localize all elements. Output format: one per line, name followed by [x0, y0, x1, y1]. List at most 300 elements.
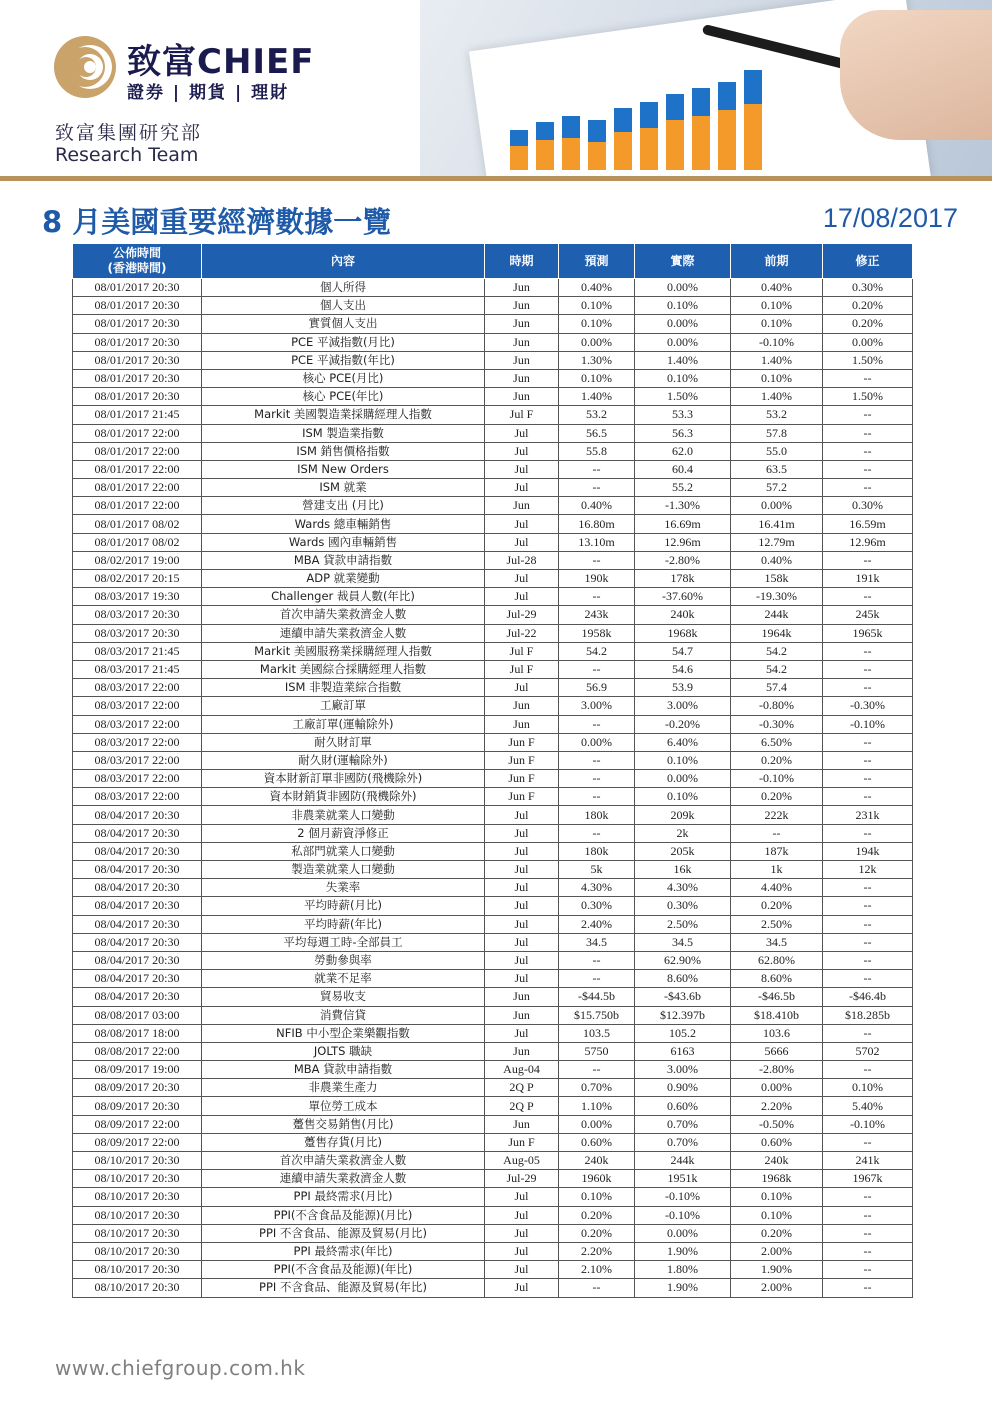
cell-forecast: 240k [559, 1152, 635, 1170]
cell-forecast: 54.2 [559, 642, 635, 660]
cell-period: Jun [485, 497, 559, 515]
cell-actual: -37.60% [635, 588, 731, 606]
cell-forecast: -- [559, 715, 635, 733]
cell-release-time: 08/04/2017 20:30 [73, 970, 202, 988]
table-row [73, 333, 913, 351]
cell-content: JOLTS 職缺 [202, 1042, 485, 1060]
cell-actual: 105.2 [635, 1024, 731, 1042]
cell-forecast: 103.5 [559, 1024, 635, 1042]
cell-release-time: 08/03/2017 22:00 [73, 788, 202, 806]
cell-release-time: 08/03/2017 22:00 [73, 751, 202, 769]
cell-previous: 1.40% [731, 351, 823, 369]
cell-release-time: 08/01/2017 22:00 [73, 460, 202, 478]
cell-release-time: 08/09/2017 19:00 [73, 1061, 202, 1079]
cell-forecast: 0.20% [559, 1224, 635, 1242]
cell-previous: 53.2 [731, 406, 823, 424]
cell-previous: 1.90% [731, 1261, 823, 1279]
cell-content: 貿易收支 [202, 988, 485, 1006]
cell-previous: -0.30% [731, 715, 823, 733]
cell-period: Jun [485, 988, 559, 1006]
cell-content: 躉售存貨(月比) [202, 1133, 485, 1151]
cell-forecast: -- [559, 751, 635, 769]
cell-forecast: 0.10% [559, 369, 635, 387]
cell-revised: 0.20% [823, 315, 913, 333]
cell-period: Jul [485, 1279, 559, 1297]
table-row [73, 861, 913, 879]
table-row [73, 406, 913, 424]
cell-forecast: -- [559, 788, 635, 806]
table-row [73, 315, 913, 333]
cell-actual: 0.00% [635, 315, 731, 333]
cell-content: 耐久財(運輸除外) [202, 751, 485, 769]
cell-period: Jun [485, 1115, 559, 1133]
cell-release-time: 08/08/2017 03:00 [73, 1006, 202, 1024]
table-row [73, 897, 913, 915]
cell-revised: 0.30% [823, 279, 913, 297]
table-row [73, 588, 913, 606]
cell-actual: 0.60% [635, 1097, 731, 1115]
cell-previous: 54.2 [731, 642, 823, 660]
cell-actual: 60.4 [635, 460, 731, 478]
cell-revised: 5.40% [823, 1097, 913, 1115]
brand-name: 致富CHIEF [127, 42, 315, 82]
cell-period: Jul [485, 842, 559, 860]
cell-release-time: 08/03/2017 21:45 [73, 642, 202, 660]
cell-content: 製造業就業人口變動 [202, 861, 485, 879]
cell-revised: -- [823, 1242, 913, 1260]
cell-actual: 6.40% [635, 733, 731, 751]
cell-revised: 191k [823, 570, 913, 588]
cell-release-time: 08/04/2017 20:30 [73, 951, 202, 969]
cell-actual: 54.7 [635, 642, 731, 660]
cell-content: 平均每週工時-全部員工 [202, 933, 485, 951]
cell-content: ISM 就業 [202, 479, 485, 497]
cell-forecast: 2.20% [559, 1242, 635, 1260]
cell-forecast: 3.00% [559, 697, 635, 715]
cell-actual: 56.3 [635, 424, 731, 442]
cell-period: Jul [485, 1242, 559, 1260]
cell-previous: 6.50% [731, 733, 823, 751]
table-row [73, 1006, 913, 1024]
table-row [73, 915, 913, 933]
cell-forecast: $15.750b [559, 1006, 635, 1024]
cell-revised: 5702 [823, 1042, 913, 1060]
cell-content: 躉售交易銷售(月比) [202, 1115, 485, 1133]
cell-previous: 0.00% [731, 1079, 823, 1097]
cell-previous: 0.40% [731, 279, 823, 297]
cell-content: Markit 美國製造業採購經理人指數 [202, 406, 485, 424]
cell-forecast: 0.10% [559, 315, 635, 333]
page-header [0, 0, 992, 180]
cell-previous: 54.2 [731, 660, 823, 678]
table-row [73, 1206, 913, 1224]
cell-actual: 0.10% [635, 297, 731, 315]
cell-content: Challenger 裁員人數(年比) [202, 588, 485, 606]
cell-release-time: 08/01/2017 22:00 [73, 442, 202, 460]
cell-forecast: -- [559, 460, 635, 478]
cell-revised: 245k [823, 606, 913, 624]
cell-forecast: -- [559, 970, 635, 988]
cell-previous: -0.80% [731, 697, 823, 715]
header-revised: 修正 [823, 244, 913, 279]
cell-actual: 0.10% [635, 751, 731, 769]
cell-release-time: 08/01/2017 08/02 [73, 533, 202, 551]
cell-release-time: 08/01/2017 22:00 [73, 479, 202, 497]
footer-website: www.chiefgroup.com.hk [55, 1356, 306, 1380]
cell-revised: -- [823, 442, 913, 460]
cell-content: MBA 貸款申請指數 [202, 551, 485, 569]
cell-revised: -$46.4b [823, 988, 913, 1006]
table-row [73, 1279, 913, 1297]
cell-actual: 0.30% [635, 897, 731, 915]
cell-period: Jul [485, 1206, 559, 1224]
cell-actual: 209k [635, 806, 731, 824]
cell-forecast: 56.9 [559, 679, 635, 697]
cell-content: MBA 貸款申請指數 [202, 1061, 485, 1079]
table-row [73, 1133, 913, 1151]
cell-forecast: 55.8 [559, 442, 635, 460]
cell-content: 核心 PCE(月比) [202, 369, 485, 387]
cell-period: Jul-29 [485, 606, 559, 624]
cell-revised: -0.30% [823, 697, 913, 715]
cell-actual: 1.40% [635, 351, 731, 369]
cell-actual: 62.0 [635, 442, 731, 460]
cell-revised: 1.50% [823, 351, 913, 369]
table-row [73, 697, 913, 715]
cell-period: Jul [485, 915, 559, 933]
cell-previous: 1k [731, 861, 823, 879]
cell-release-time: 08/10/2017 20:30 [73, 1152, 202, 1170]
cell-period: Jul [485, 861, 559, 879]
cell-actual: $12.397b [635, 1006, 731, 1024]
cell-period: Jul F [485, 660, 559, 678]
cell-release-time: 08/10/2017 20:30 [73, 1242, 202, 1260]
cell-forecast: 2.40% [559, 915, 635, 933]
cell-release-time: 08/02/2017 20:15 [73, 570, 202, 588]
cell-content: 營建支出 (月比) [202, 497, 485, 515]
cell-previous: 0.60% [731, 1133, 823, 1151]
cell-actual: 0.90% [635, 1079, 731, 1097]
cell-previous: 12.79m [731, 533, 823, 551]
cell-previous: 0.40% [731, 551, 823, 569]
bar-chart-illustration [510, 60, 840, 170]
cell-release-time: 08/10/2017 20:30 [73, 1170, 202, 1188]
table-row [73, 497, 913, 515]
table-row [73, 970, 913, 988]
cell-forecast: -- [559, 1061, 635, 1079]
cell-content: ISM 非製造業綜合指數 [202, 679, 485, 697]
cell-forecast: 1960k [559, 1170, 635, 1188]
cell-release-time: 08/10/2017 20:30 [73, 1188, 202, 1206]
cell-period: Jul [485, 442, 559, 460]
cell-previous: 5666 [731, 1042, 823, 1060]
cell-previous: 55.0 [731, 442, 823, 460]
cell-revised: -- [823, 788, 913, 806]
table-row [73, 933, 913, 951]
cell-forecast: 4.30% [559, 879, 635, 897]
cell-actual: 6163 [635, 1042, 731, 1060]
cell-content: 連續申請失業救濟金人數 [202, 1170, 485, 1188]
cell-release-time: 08/01/2017 20:30 [73, 315, 202, 333]
cell-revised: 1967k [823, 1170, 913, 1188]
cell-revised: 231k [823, 806, 913, 824]
cell-previous: 1.40% [731, 388, 823, 406]
header-actual: 實際 [635, 244, 731, 279]
cell-revised: -- [823, 1261, 913, 1279]
table-row [73, 1261, 913, 1279]
cell-content: 資本財新訂單非國防(飛機除外) [202, 770, 485, 788]
cell-revised: -- [823, 1224, 913, 1242]
page-title: 8 月美國重要經濟數據一覽 [42, 205, 392, 239]
cell-period: Jul [485, 533, 559, 551]
cell-content: PCE 平減指數(年比) [202, 351, 485, 369]
cell-revised: -0.10% [823, 1115, 913, 1133]
table-row [73, 606, 913, 624]
economic-data-table [72, 243, 913, 1298]
cell-forecast: 0.40% [559, 497, 635, 515]
cell-previous: -0.50% [731, 1115, 823, 1133]
cell-content: ADP 就業變動 [202, 570, 485, 588]
table-row [73, 1079, 913, 1097]
header-banner-image [420, 0, 992, 176]
cell-content: Markit 美國綜合採購經理人指數 [202, 660, 485, 678]
cell-period: Jul [485, 679, 559, 697]
cell-revised: -- [823, 970, 913, 988]
cell-actual: -0.10% [635, 1188, 731, 1206]
table-row [73, 297, 913, 315]
cell-previous: 0.00% [731, 497, 823, 515]
cell-release-time: 08/01/2017 08/02 [73, 515, 202, 533]
cell-period: Jun [485, 315, 559, 333]
table-row [73, 1042, 913, 1060]
table-row [73, 842, 913, 860]
cell-content: 連續申請失業救濟金人數 [202, 624, 485, 642]
cell-revised: 0.30% [823, 497, 913, 515]
cell-forecast: 0.10% [559, 297, 635, 315]
cell-period: Aug-04 [485, 1061, 559, 1079]
cell-previous: 0.20% [731, 897, 823, 915]
cell-previous: 0.20% [731, 788, 823, 806]
cell-release-time: 08/03/2017 21:45 [73, 660, 202, 678]
cell-previous: 2.00% [731, 1242, 823, 1260]
cell-period: Jun [485, 697, 559, 715]
cell-content: 平均時薪(年比) [202, 915, 485, 933]
cell-period: Jun F [485, 1133, 559, 1151]
cell-revised: 1965k [823, 624, 913, 642]
cell-content: 個人所得 [202, 279, 485, 297]
cell-forecast: 16.80m [559, 515, 635, 533]
cell-period: Jun [485, 715, 559, 733]
table-row [73, 460, 913, 478]
cell-revised: $18.285b [823, 1006, 913, 1024]
cell-release-time: 08/03/2017 19:30 [73, 588, 202, 606]
cell-forecast: 0.20% [559, 1206, 635, 1224]
cell-previous: 2.20% [731, 1097, 823, 1115]
cell-period: Jul [485, 1024, 559, 1042]
cell-forecast: 243k [559, 606, 635, 624]
cell-forecast: 1.30% [559, 351, 635, 369]
cell-actual: 1.90% [635, 1279, 731, 1297]
cell-content: 2 個月薪資淨修正 [202, 824, 485, 842]
cell-forecast: -- [559, 1279, 635, 1297]
cell-actual: 0.00% [635, 279, 731, 297]
cell-revised: -- [823, 824, 913, 842]
cell-period: Jun [485, 369, 559, 387]
table-row [73, 369, 913, 387]
cell-content: NFIB 中小型企業樂觀指數 [202, 1024, 485, 1042]
cell-content: PPI(不含食品及能源)(月比) [202, 1206, 485, 1224]
cell-previous: -2.80% [731, 1061, 823, 1079]
cell-previous: -0.10% [731, 770, 823, 788]
cell-content: 首次申請失業救濟金人數 [202, 1152, 485, 1170]
cell-forecast: 0.10% [559, 1188, 635, 1206]
header-previous: 前期 [731, 244, 823, 279]
cell-actual: -2.80% [635, 551, 731, 569]
cell-revised: 194k [823, 842, 913, 860]
cell-content: ISM New Orders [202, 460, 485, 478]
cell-content: 平均時薪(月比) [202, 897, 485, 915]
cell-release-time: 08/09/2017 22:00 [73, 1115, 202, 1133]
cell-period: Jul-29 [485, 1170, 559, 1188]
table-row [73, 570, 913, 588]
table-row [73, 1188, 913, 1206]
cell-forecast: -- [559, 824, 635, 842]
cell-previous: 0.10% [731, 1206, 823, 1224]
cell-period: Jul [485, 1224, 559, 1242]
cell-release-time: 08/04/2017 20:30 [73, 842, 202, 860]
table-row [73, 879, 913, 897]
cell-actual: 53.9 [635, 679, 731, 697]
cell-previous: -- [731, 824, 823, 842]
cell-revised: -- [823, 951, 913, 969]
table-row [73, 533, 913, 551]
cell-previous: 62.80% [731, 951, 823, 969]
table-row [73, 988, 913, 1006]
chief-logo-icon [52, 34, 118, 100]
cell-period: Jun [485, 333, 559, 351]
table-row [73, 388, 913, 406]
table-row [73, 551, 913, 569]
cell-revised: -- [823, 1206, 913, 1224]
cell-revised: -- [823, 642, 913, 660]
cell-forecast: 180k [559, 806, 635, 824]
cell-period: Jul [485, 515, 559, 533]
cell-previous: 240k [731, 1152, 823, 1170]
cell-forecast: 0.70% [559, 1079, 635, 1097]
cell-previous: 0.20% [731, 1224, 823, 1242]
cell-actual: 1.90% [635, 1242, 731, 1260]
cell-forecast: 190k [559, 570, 635, 588]
cell-revised: -- [823, 733, 913, 751]
cell-forecast: -- [559, 551, 635, 569]
cell-period: Jul [485, 824, 559, 842]
cell-content: Wards 總車輛銷售 [202, 515, 485, 533]
cell-revised: 0.10% [823, 1079, 913, 1097]
cell-forecast: 2.10% [559, 1261, 635, 1279]
cell-previous: 0.10% [731, 1188, 823, 1206]
cell-release-time: 08/10/2017 20:30 [73, 1224, 202, 1242]
cell-actual: 0.10% [635, 369, 731, 387]
cell-revised: -- [823, 588, 913, 606]
header-release-time [73, 244, 202, 279]
cell-release-time: 08/03/2017 22:00 [73, 697, 202, 715]
department-name-cn: 致富集團研究部 [55, 122, 203, 144]
table-row [73, 824, 913, 842]
cell-content: PCE 平減指數(月比) [202, 333, 485, 351]
cell-actual: 1951k [635, 1170, 731, 1188]
cell-revised: -- [823, 660, 913, 678]
cell-period: Jul [485, 1261, 559, 1279]
cell-forecast: 1.10% [559, 1097, 635, 1115]
table-row [73, 751, 913, 769]
cell-previous: 16.41m [731, 515, 823, 533]
cell-forecast: 180k [559, 842, 635, 860]
cell-release-time: 08/01/2017 20:30 [73, 388, 202, 406]
cell-actual: 0.70% [635, 1115, 731, 1133]
cell-period: Jun [485, 1006, 559, 1024]
cell-content: PPI 最終需求(月比) [202, 1188, 485, 1206]
cell-forecast: 0.60% [559, 1133, 635, 1151]
cell-period: Jul [485, 879, 559, 897]
cell-revised: 1.50% [823, 388, 913, 406]
cell-period: Jun [485, 297, 559, 315]
cell-previous: 0.10% [731, 315, 823, 333]
table-body [73, 279, 913, 1298]
table-row [73, 642, 913, 660]
cell-revised: 16.59m [823, 515, 913, 533]
cell-previous: 57.8 [731, 424, 823, 442]
cell-content: 就業不足率 [202, 970, 485, 988]
cell-revised: -- [823, 1133, 913, 1151]
brand-tagline: 證券 | 期貨 | 理財 [127, 83, 290, 103]
cell-actual: 16k [635, 861, 731, 879]
cell-release-time: 08/01/2017 20:30 [73, 333, 202, 351]
header-release-time-line2: (香港時間) [107, 261, 167, 275]
cell-previous: 4.40% [731, 879, 823, 897]
cell-release-time: 08/10/2017 20:30 [73, 1261, 202, 1279]
cell-revised: -- [823, 369, 913, 387]
cell-release-time: 08/09/2017 20:30 [73, 1097, 202, 1115]
cell-revised: -- [823, 1024, 913, 1042]
cell-actual: 55.2 [635, 479, 731, 497]
cell-previous: 1968k [731, 1170, 823, 1188]
cell-content: 工廠訂單 [202, 697, 485, 715]
cell-release-time: 08/03/2017 22:00 [73, 679, 202, 697]
header-release-time-line1: 公佈時間 [112, 246, 161, 260]
cell-content: PPI(不含食品及能源)(年比) [202, 1261, 485, 1279]
cell-actual: 34.5 [635, 933, 731, 951]
table-row [73, 1097, 913, 1115]
table-row [73, 1170, 913, 1188]
cell-forecast: 1958k [559, 624, 635, 642]
cell-actual: 62.90% [635, 951, 731, 969]
cell-actual: 178k [635, 570, 731, 588]
cell-actual: 12.96m [635, 533, 731, 551]
cell-revised: -- [823, 933, 913, 951]
cell-release-time: 08/03/2017 22:00 [73, 733, 202, 751]
cell-forecast: -- [559, 479, 635, 497]
table-row [73, 770, 913, 788]
cell-release-time: 08/04/2017 20:30 [73, 897, 202, 915]
cell-actual: 0.00% [635, 333, 731, 351]
table-row [73, 733, 913, 751]
cell-actual: 1.50% [635, 388, 731, 406]
cell-previous: -19.30% [731, 588, 823, 606]
cell-revised: -- [823, 770, 913, 788]
cell-actual: 53.3 [635, 406, 731, 424]
cell-previous: 0.10% [731, 297, 823, 315]
cell-forecast: -- [559, 770, 635, 788]
